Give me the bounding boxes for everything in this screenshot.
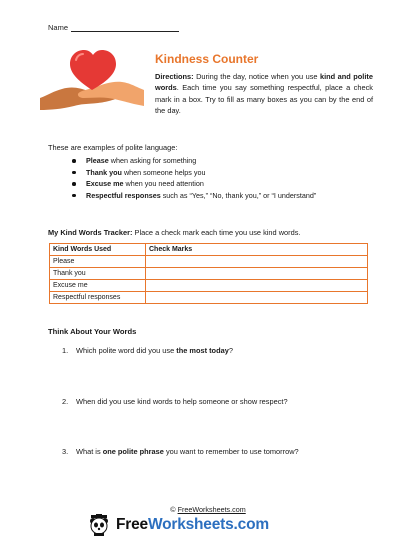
footer-link[interactable]: FreeWorksheets.com [177,505,246,514]
heart-in-hands-icon [40,46,144,110]
question-number: 3. [62,447,69,456]
panda-mascot-icon [88,514,110,536]
copyright-symbol: © [170,505,178,514]
row-label-cell: Excuse me [50,280,146,292]
brand-free: Free [116,516,148,533]
example-desc: such as “Yes,” “No, thank you,” or “I understand” [160,190,317,200]
brand-wordmark [116,516,269,534]
list-item [72,155,316,167]
bullet-icon [72,182,76,186]
question-emphasis: the most today [176,346,229,355]
directions-kind: kind [320,72,336,81]
directions-polite-words: and polite words [155,72,373,93]
list-item [72,190,316,202]
check-marks-cell[interactable] [146,292,368,304]
bullet-icon [72,171,76,175]
think-heading: Think About Your Words [48,327,137,336]
directions-text-1: During the day, notice when you use [193,72,320,81]
directions-label: Directions: [155,72,194,81]
question-text: What is [76,447,103,456]
question-number: 2. [62,397,69,406]
question-2 [62,397,288,406]
example-desc: when someone helps you [121,167,206,177]
footer-copyright [0,505,416,514]
question-text-end: ? [228,346,233,355]
question-text: When did you use kind words to help someone or show respect? [76,397,288,406]
list-item [72,178,316,190]
column-header-kind-words: Kind Words Used [50,244,146,256]
list-item [72,167,316,179]
question-text: Which polite word did you use [76,346,177,355]
question-3 [62,447,299,456]
table-header-row [50,244,368,256]
example-term: Thank you [86,167,122,177]
brand-worksheets: Worksheets [147,516,234,533]
kind-words-tracker-table [49,243,368,304]
row-label-cell: Respectful responses [50,292,146,304]
bullet-icon [72,194,76,198]
question-emphasis: one polite phrase [102,447,164,456]
mascot-cap-board [96,514,102,516]
tracker-intro [48,228,300,237]
mascot-body [94,533,104,536]
examples-intro: These are examples of polite language: [48,143,178,152]
worksheet-title: Kindness Counter [155,52,259,66]
tracker-label: My Kind Words Tracker: [48,228,133,237]
name-input-line[interactable] [71,24,179,32]
name-label: Name [48,23,69,32]
example-desc: when you need attention [123,179,204,189]
table-row [50,268,368,280]
question-1 [62,346,233,355]
table-row [50,280,368,292]
brand-com: .com [233,516,269,533]
row-label-cell: Thank you [50,268,146,280]
directions-paragraph [155,71,373,117]
directions-text-3: . Each time you say something respectful, place a check mark in a box. Try to fill as many boxes as you can by the end of the day. [155,83,373,116]
brand-logo [88,514,269,536]
column-header-check-marks: Check Marks [146,244,368,256]
example-desc: when asking for something [108,156,197,165]
table-row [50,292,368,304]
table-row [50,256,368,268]
question-number: 1. [62,346,69,355]
mascot-eye-left [94,523,98,528]
bullet-icon [72,159,76,163]
question-text-end: you want to remember to use tomorrow? [163,447,299,456]
row-label-cell: Please [50,256,146,268]
check-marks-cell[interactable] [146,280,368,292]
mascot-eye-right [100,523,104,528]
name-field-row [48,23,179,32]
examples-list [72,155,316,201]
tracker-instructions: Place a check mark each time you use kind words. [132,228,301,237]
example-term: Excuse me [86,179,124,189]
example-term: Respectful responses [86,190,161,200]
check-marks-cell[interactable] [146,268,368,280]
check-marks-cell[interactable] [146,256,368,268]
mascot-nose [98,528,100,530]
example-term: Please [86,156,109,165]
mascot-face [91,518,107,534]
